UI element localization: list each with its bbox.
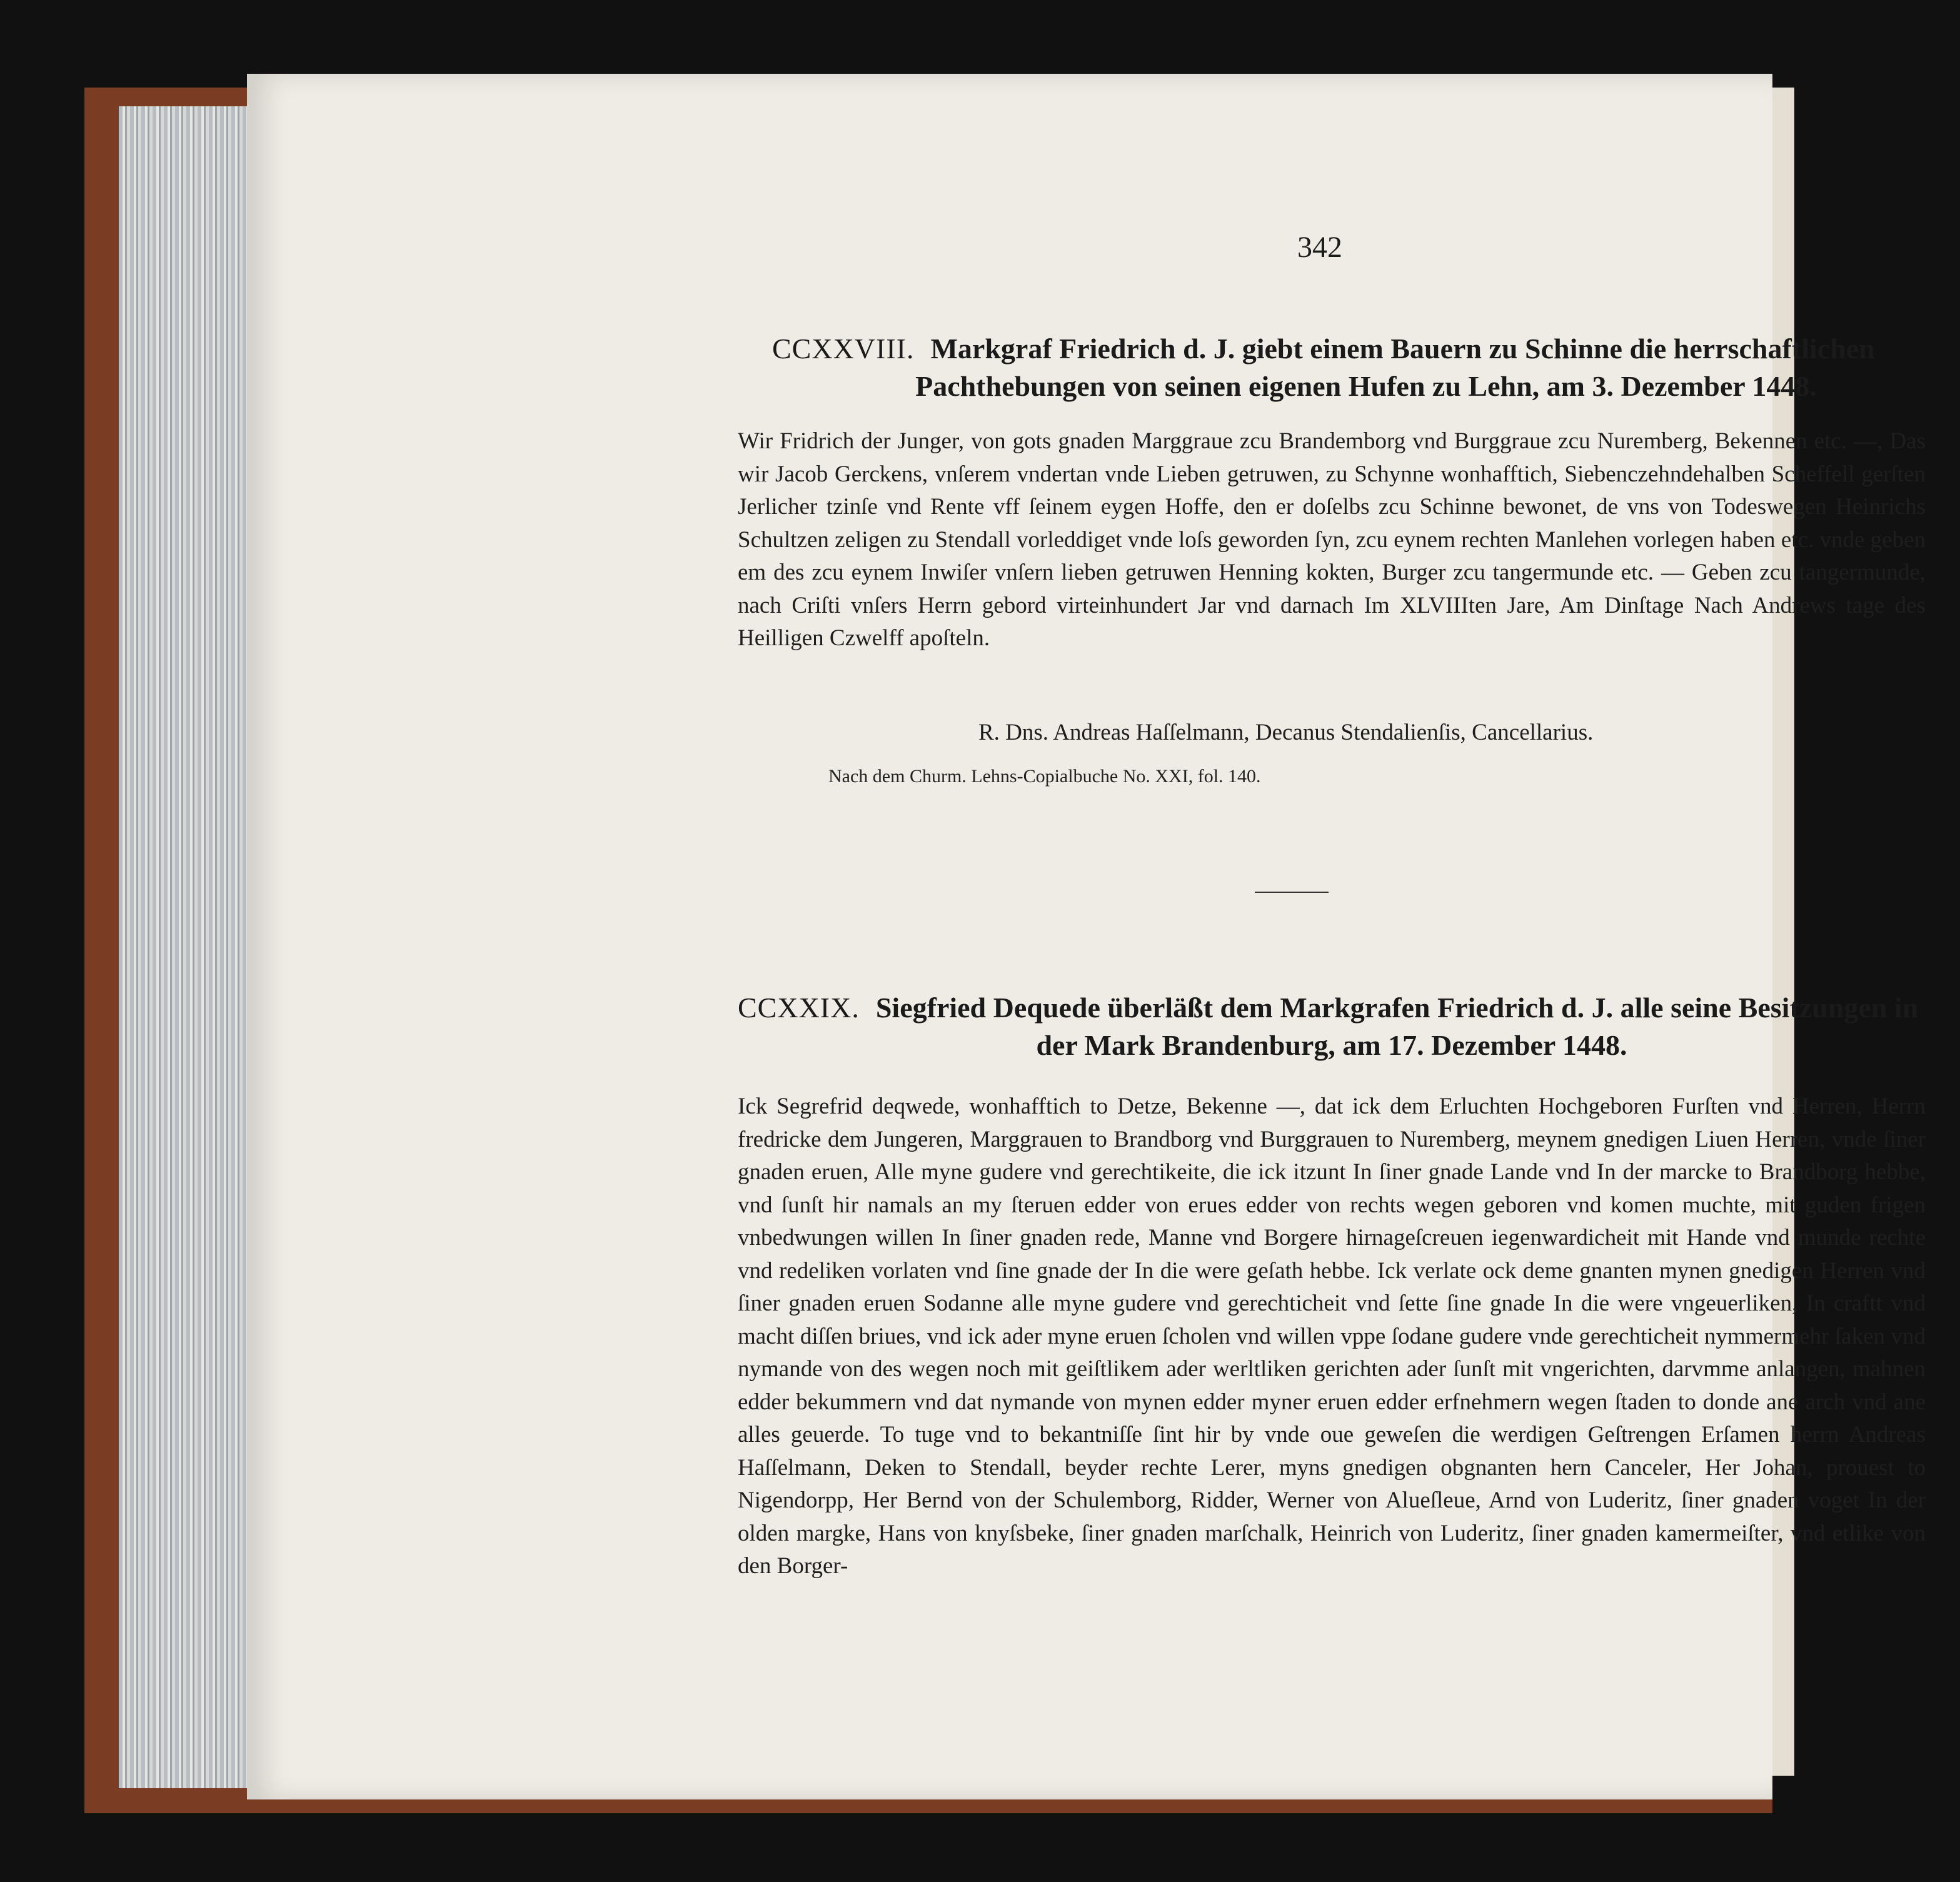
signature: R. Dns. Andreas Haſſelmann, Decanus Stendalienſis, Cancellarius. bbox=[978, 720, 1594, 745]
page-number: 342 bbox=[1297, 231, 1342, 264]
page bbox=[247, 74, 1926, 1799]
document-text-1: Wir Fridrich der Junger, von gots gnaden Marggraue zcu Brandemborg vnd Burggraue zcu Nuremberg, Bekennen etc. —, Das wir Jacob Gerckens, vnſerem vndertan vnde Lieben getruwen, zu Schynne wonhafftich, Siebenczehndehalben Scheffell gerſten Jerlicher tzinſe vnd Rente vff ſeinem eygen Hoffe, den er doſelbs zcu Schinne bewonet, de vns von Todeswegen Heinrichs Schultzen zeligen zu Stendall vorleddiget vnde loſs geworden ſyn, zcu eynem rechten Manlehen vorlegen haben etc. vnde geben em des zcu eynem Inwiſer vnſern lieben getruwen Henning kokten, Burger zcu tangermunde etc. — Geben zcu tangermunde, nach Criſti vnſers Herrn gebord virteinhundert Jar vnd darnach Im XLVIIIten Jare, Am Dinſtage Nach Andrews tage des Heilligen Czwelff apoſteln. bbox=[738, 428, 1926, 651]
document-text-2: Ick Segrefrid deqwede, wonhafftich to Detze, Bekenne —, dat ick dem Erluchten Hochgeboren Furſten vnd Herren, Herrn fredricke dem Jungeren, Marggrauen to Brandborg vnd Burggrauen to Nuremberg, meynem gnedigen Liuen Herren, vnde ſiner gnaden eruen, Alle myne gudere vnd gerechtikeite, die ick itzunt In ſiner gnade Lande vnd In der marcke to Brandborg hebbe, vnd ſunſt hir namals an my ſteruen edder von erues edder von rechts wegen geboren vnd komen muchte, mit guden frigen vnbedwungen willen In ſiner gnaden rede, Manne vnd Borgere hirnageſcreuen iegenwardicheit mit Hande vnd munde rechte vnd redeliken vorlaten vnd ſine gnade der In die were geſath hebbe. Ick verlate ock deme gnanten mynen gnedigen Herren vnd ſiner gnaden eruen Sodanne alle myne gudere vnd gerechticheit vnd ſette ſine gnade In die were vngeuerliken, In craftt vnd macht diſſen briues, vnd ick ader myne eruen ſcholen vnd willen vppe ſodane gudere vnde gerechticheit nymmermehr ſaken vnd nymande von des wegen noch mit geiſtlikem ader werltliken gerichten ader ſunſt mit vngerichten, darvmme anlangen, mahnen edder bekummern vnd dat nymande von mynen edder myner eruen edder erfnehmern wegen ſtaden to donde ane arch vnd ane alles geuerde. To tuge vnd to bekantniſſe ſint hir by vnde oue geweſen die werdigen Geſtrengen Erſamen herrn Andreas Haſſelmann, Deken to Stendall, beyder rechte Lerer, myns gnedigen obgnanten hern Canceler, Her Johan, prouest to Nigendorpp, Her Bernd von der Schulemborg, Ridder, Werner von Alueſleue, Arnd von Luderitz, ſiner gnaden voget In der olden margke, Hans von knyſsbeke, ſiner gnaden marſchalk, Heinrich von Luderitz, ſiner gnaden kamermeiſter, vnd etlike von den Borger- bbox=[738, 1094, 1926, 1579]
document-heading-2 bbox=[738, 989, 1926, 1064]
document-number-2: CCXXIX. bbox=[738, 992, 860, 1024]
source-note: Nach dem Churm. Lehns-Copialbuche No. XXI, fol. 140. bbox=[828, 766, 1261, 787]
page-edges bbox=[119, 106, 269, 1788]
document-title-2-line1: Siegfried Dequede überläßt dem Markgrafen Friedrich d. J. alle seine Besitzungen in bbox=[875, 992, 1919, 1024]
document-number-1: CCXXVIII. bbox=[772, 333, 915, 365]
document-heading-1 bbox=[772, 330, 1960, 405]
document-title-1-line1: Markgraf Friedrich d. J. giebt einem Bauern zu Schinne die herrschaftlichen bbox=[930, 333, 1875, 365]
document-title-2-line2: der Mark Brandenburg, am 17. Dezember 1448. bbox=[1036, 1029, 1627, 1061]
section-divider bbox=[1255, 892, 1329, 893]
document-title-1-line2: Pachthebungen von seinen eigenen Hufen zu Lehn, am 3. Dezember 1448. bbox=[915, 370, 1817, 402]
